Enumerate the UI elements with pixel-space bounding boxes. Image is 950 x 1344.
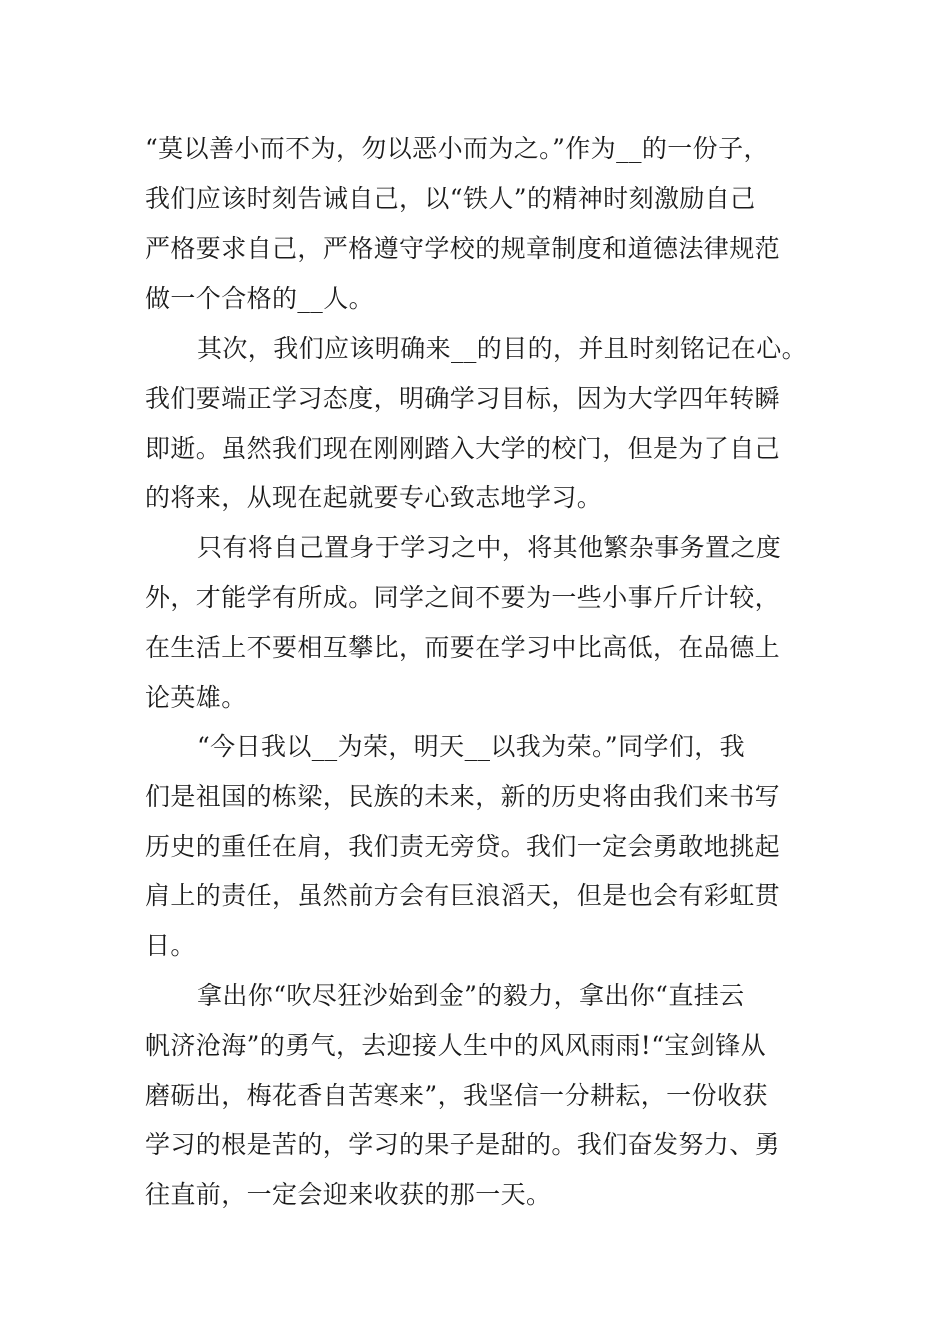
- text-line: 我们要端正学习态度，明确学习目标，因为大学四年转瞬: [145, 384, 781, 413]
- text-line: 们是祖国的栋梁，民族的未来，新的历史将由我们来书写: [145, 782, 781, 811]
- text-line: “莫以善小而不为，勿以恶小而为之。”作为__的一份子，: [145, 134, 769, 163]
- text-line: 磨砺出，梅花香自苦寒来”，我坚信一分耕耘，一份收获: [145, 1081, 768, 1110]
- text-line: 外，才能学有所成。同学之间不要为一些小事斤斤计较，: [145, 583, 781, 612]
- paragraph-first-line: “今日我以__为荣，明天__以我为荣。”同学们，我: [197, 732, 746, 761]
- paragraph-first-line: 拿出你“吹尽狂沙始到金”的毅力，拿出你“直挂云: [197, 981, 745, 1010]
- text-line: 严格要求自己，严格遵守学校的规章制度和道德法律规范: [145, 234, 781, 263]
- paragraph-first-line: 只有将自己置身于学习之中，将其他繁杂事务置之度: [197, 533, 782, 562]
- paragraph-first-line: 其次，我们应该明确来__的目的，并且时刻铭记在心。: [197, 334, 808, 363]
- text-line: 即逝。虽然我们现在刚刚踏入大学的校门，但是为了自己: [145, 434, 781, 463]
- text-line: 做一个合格的__人。: [145, 284, 375, 313]
- text-line: 肩上的责任，虽然前方会有巨浪滔天，但是也会有彩虹贯: [145, 881, 781, 910]
- text-line: 往直前，一定会迎来收获的那一天。: [145, 1180, 552, 1209]
- text-line: 的将来，从现在起就要专心致志地学习。: [145, 483, 603, 512]
- text-line: 学习的根是苦的，学习的果子是甜的。我们奋发努力、勇: [145, 1130, 781, 1159]
- text-line: 在生活上不要相互攀比，而要在学习中比高低，在品德上: [145, 633, 781, 662]
- text-line: 帆济沧海”的勇气，去迎接人生中的风风雨雨!“宝剑锋从: [145, 1031, 767, 1060]
- text-line: 我们应该时刻告诫自己，以“铁人”的精神时刻激励自己: [145, 184, 756, 213]
- text-line: 论英雄。: [145, 683, 247, 712]
- text-line: 历史的重任在肩，我们责无旁贷。我们一定会勇敢地挑起: [145, 832, 781, 861]
- text-line: 日。: [145, 931, 196, 960]
